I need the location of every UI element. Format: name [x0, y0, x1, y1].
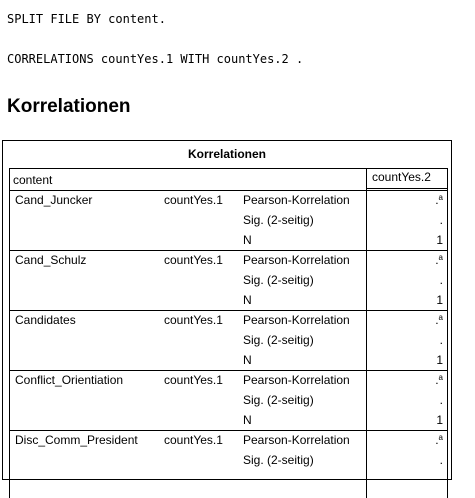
content-category-label: Disc_Comm_President [15, 433, 138, 447]
group-divider-right [164, 190, 447, 191]
correlations-pivot-table[interactable] [2, 140, 452, 480]
content-category-label: Cand_Schulz [15, 253, 87, 267]
variable-label: countYes.1 [164, 253, 223, 267]
statistic-label: Sig. (2-seitig) [243, 213, 314, 227]
statistic-label: N [243, 413, 252, 427]
variable-label: countYes.1 [164, 433, 223, 447]
footnote-marker: a [438, 373, 443, 382]
correlation-value-cell [366, 233, 443, 247]
value-text: . [435, 193, 439, 207]
value-text: . [439, 213, 443, 227]
statistic-label: Pearson-Korrelation [243, 253, 350, 267]
value-text: 1 [436, 353, 443, 367]
header-underline-col [366, 188, 447, 189]
footnote-marker: a [438, 433, 443, 442]
statistic-label: N [243, 233, 252, 247]
syntax-line-split-file: SPLIT FILE BY content. [7, 12, 166, 26]
statistic-label: N [243, 353, 252, 367]
correlation-value-cell [366, 413, 443, 427]
value-text: 1 [436, 293, 443, 307]
table-border-top [9, 168, 447, 169]
group-divider-right [164, 430, 447, 431]
content-category-label: Conflict_Orientiation [15, 373, 124, 387]
content-category-label: Cand_Juncker [15, 193, 93, 207]
group-divider-right [164, 250, 447, 251]
output-heading: Korrelationen [7, 96, 131, 117]
value-text: . [439, 393, 443, 407]
variable-label: countYes.1 [164, 313, 223, 327]
value-text: . [435, 253, 439, 267]
correlation-value-cell [366, 193, 443, 207]
statistic-label: Sig. (2-seitig) [243, 453, 314, 467]
correlation-value-cell [366, 313, 443, 327]
footnote-marker: a [438, 313, 443, 322]
group-divider-left [9, 310, 164, 311]
value-text: 1 [436, 233, 443, 247]
correlation-value-cell [366, 253, 443, 267]
group-divider-left [9, 430, 164, 431]
value-text: . [435, 373, 439, 387]
value-text: . [439, 333, 443, 347]
correlation-value-cell [366, 273, 443, 287]
value-text: . [439, 273, 443, 287]
variable-label: countYes.1 [164, 373, 223, 387]
correlation-value-cell [366, 213, 443, 227]
variable-label: countYes.1 [164, 193, 223, 207]
value-text: . [435, 313, 439, 327]
correlation-value-cell [366, 293, 443, 307]
statistic-label: Pearson-Korrelation [243, 373, 350, 387]
statistic-label: N [243, 293, 252, 307]
column-header-countyes-2: countYes.2 [372, 170, 431, 184]
table-title: Korrelationen [187, 147, 266, 161]
correlation-value-cell [366, 393, 443, 407]
statistic-label: Sig. (2-seitig) [243, 333, 314, 347]
correlation-value-cell [366, 433, 443, 447]
statistic-label: Pearson-Korrelation [243, 313, 350, 327]
content-category-label: Candidates [15, 313, 76, 327]
footnote-marker: a [438, 193, 443, 202]
group-divider-left [9, 370, 164, 371]
correlation-value-cell [366, 333, 443, 347]
statistic-label: Pearson-Korrelation [243, 433, 350, 447]
value-text: . [435, 433, 439, 447]
footnote-marker: a [438, 253, 443, 262]
statistic-label: Pearson-Korrelation [243, 193, 350, 207]
table-border-left [9, 168, 10, 498]
table-border-right [447, 168, 448, 498]
syntax-line-correlations: CORRELATIONS countYes.1 WITH countYes.2 . [7, 52, 304, 66]
statistic-label: Sig. (2-seitig) [243, 273, 314, 287]
statistic-label: Sig. (2-seitig) [243, 393, 314, 407]
correlation-value-cell [366, 453, 443, 467]
correlation-value-cell [366, 353, 443, 367]
group-divider-right [164, 370, 447, 371]
group-divider-left [9, 250, 164, 251]
value-text: 1 [436, 413, 443, 427]
value-text: . [439, 453, 443, 467]
row-header-content: content [13, 173, 53, 187]
group-divider-left [9, 190, 164, 191]
correlation-value-cell [366, 373, 443, 387]
group-divider-right [164, 310, 447, 311]
